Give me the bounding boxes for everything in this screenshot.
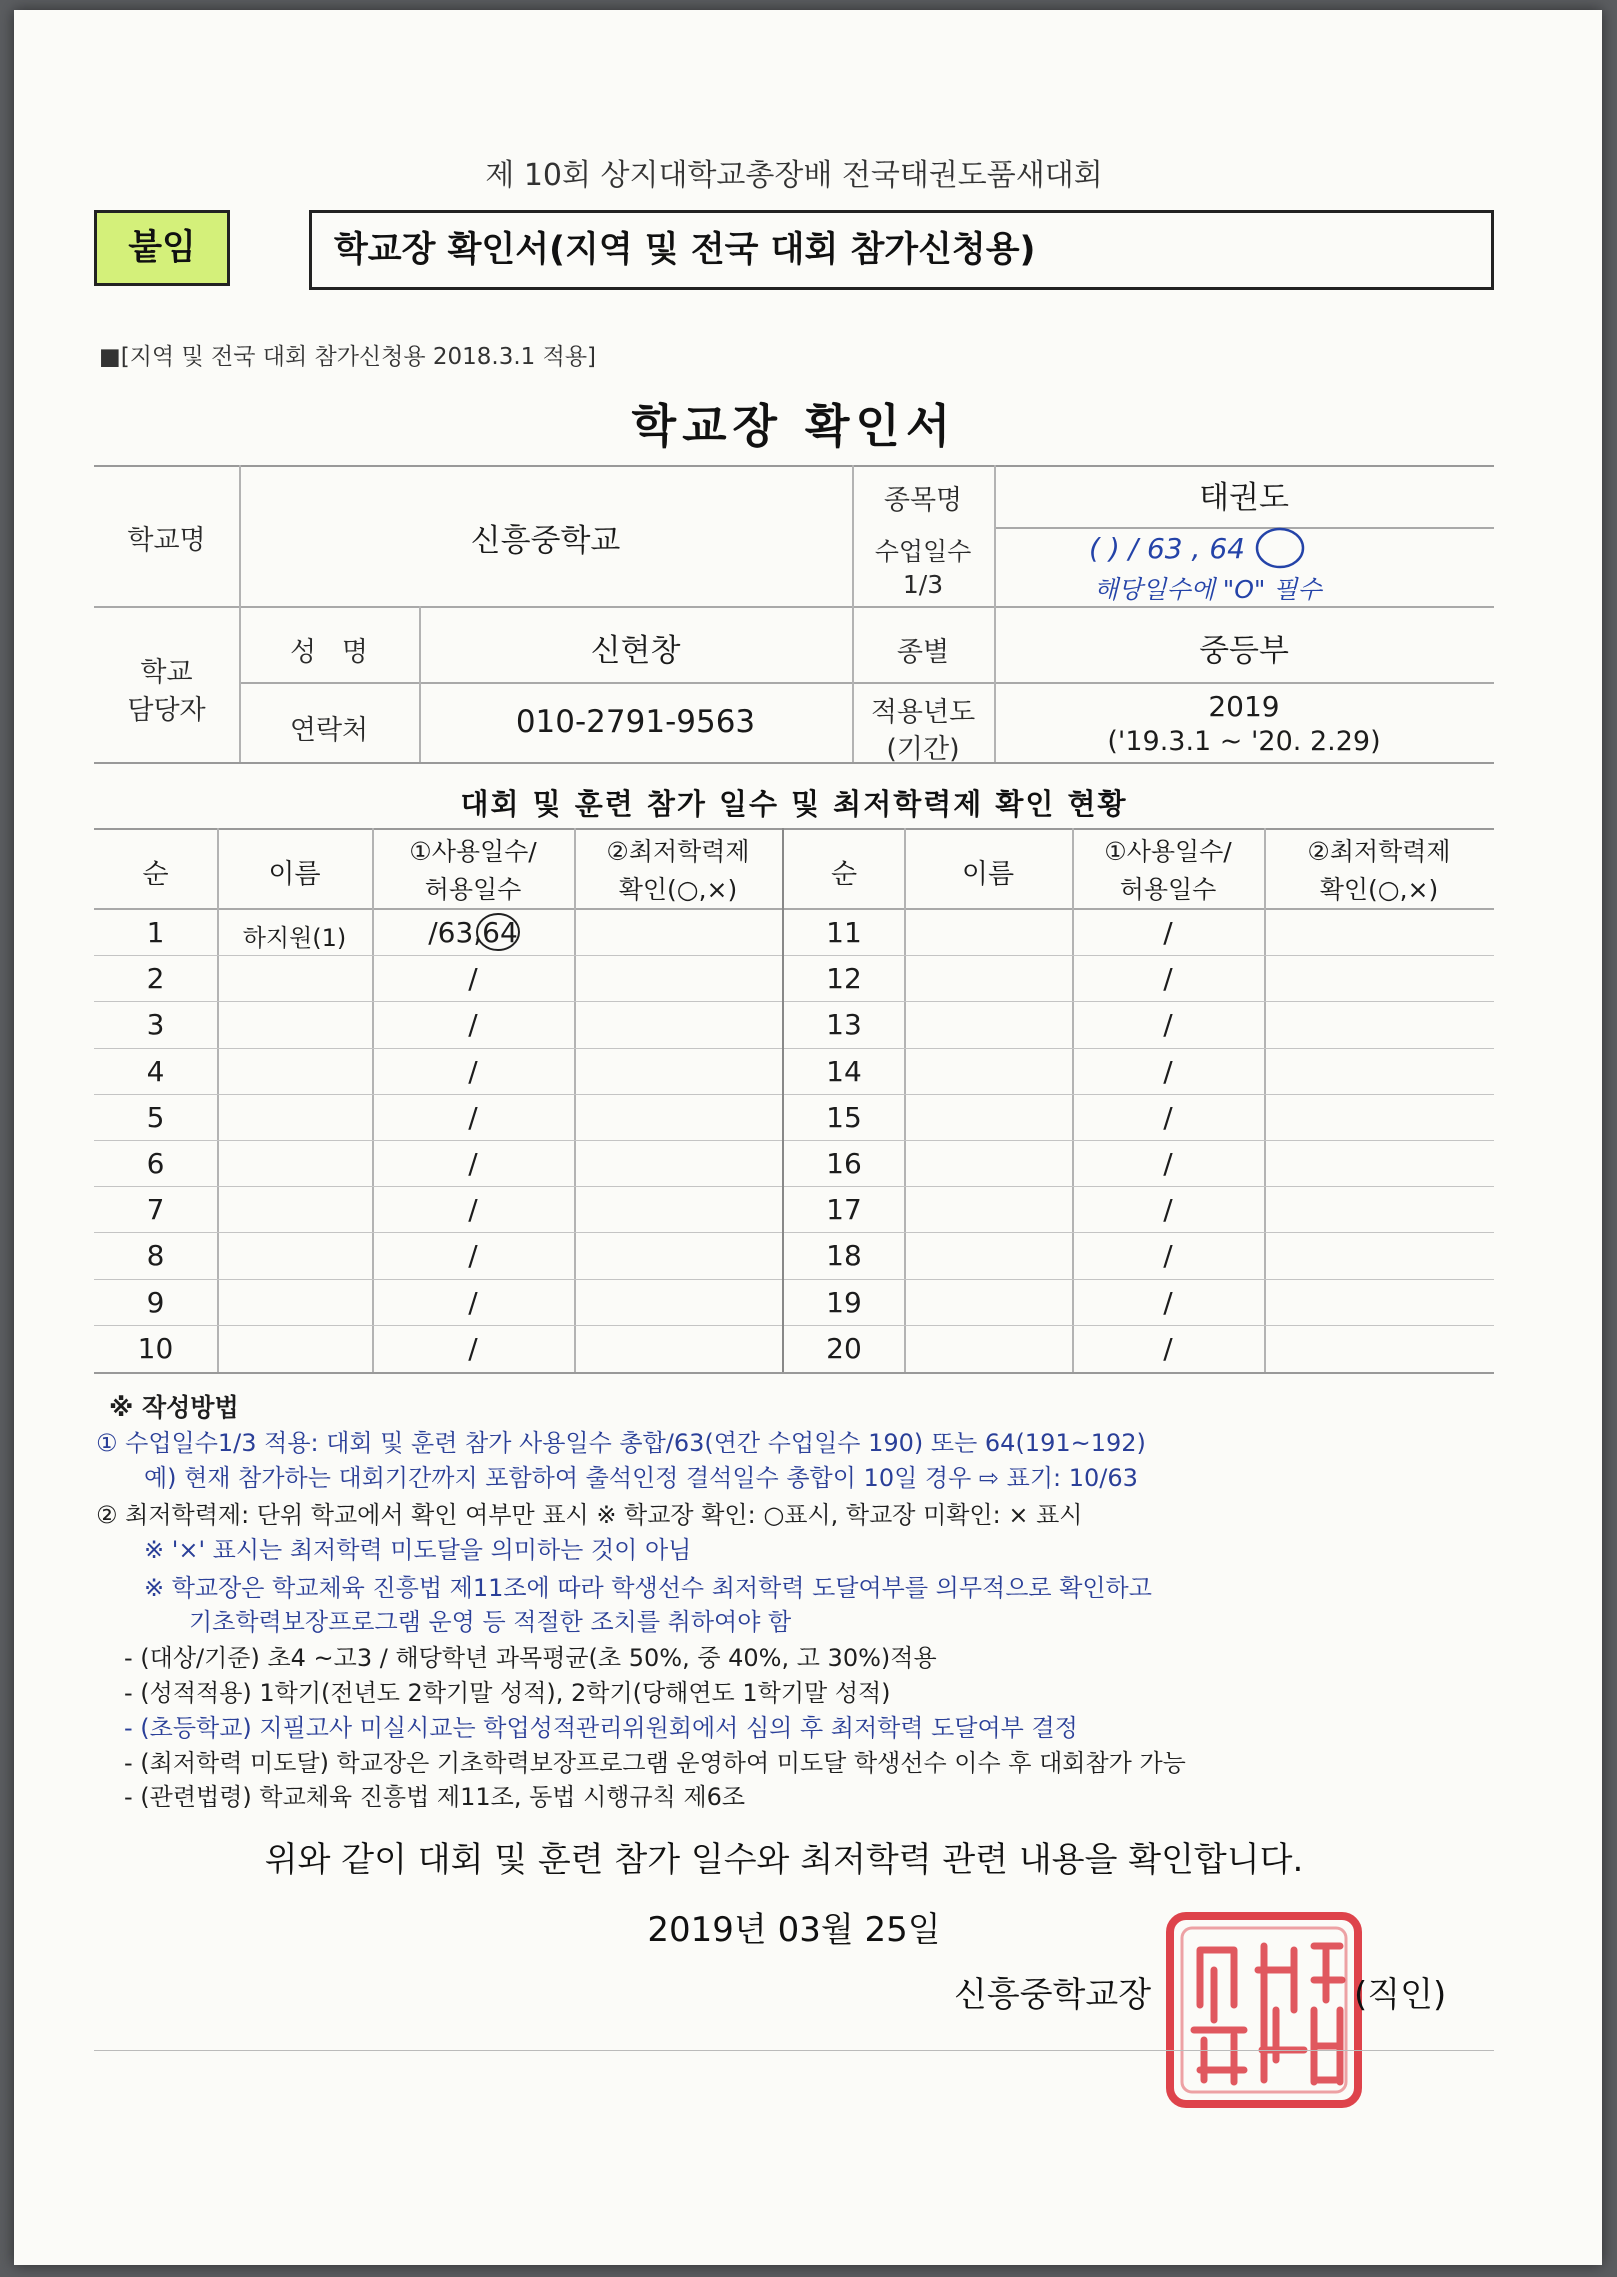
- row-rule: [784, 1001, 1494, 1002]
- circled-63-row-mark: [474, 910, 522, 954]
- instruction-line: - (관련법령) 학교체육 진흥법 제11조, 동법 시행규칙 제6조: [124, 1783, 746, 1811]
- event-label: 종목명: [883, 485, 963, 516]
- year-label-2: (기간): [886, 734, 960, 765]
- row-number: 3: [146, 1008, 165, 1042]
- circled-63-mark: [1254, 525, 1306, 571]
- col-divider: [217, 828, 219, 1372]
- instruction-line: 예) 현재 참가하는 대회기간까지 포함하여 출석인정 결석일수 총합이 10일 경우 ⇨ 표기: 10/63: [144, 1464, 1138, 1492]
- contact-value: 010-2791-9563: [515, 704, 756, 740]
- row-days: /: [468, 1285, 478, 1319]
- header-days-2: 허용일수: [424, 875, 522, 904]
- row-number: 7: [146, 1193, 165, 1227]
- row-number: 4: [146, 1054, 165, 1088]
- row-number: 19: [826, 1285, 862, 1319]
- row-number: 8: [146, 1239, 165, 1273]
- row-days: /: [468, 1239, 478, 1273]
- school-name-label: 학교명: [127, 525, 206, 556]
- row-number: 6: [146, 1147, 165, 1180]
- row-days: /: [1163, 1193, 1173, 1227]
- category-value: 중등부: [1199, 633, 1289, 669]
- row-rule: [94, 1279, 782, 1280]
- row-number: 9: [146, 1285, 165, 1319]
- attachment-tag: [94, 210, 230, 286]
- event-value: 태권도: [1199, 480, 1289, 516]
- section-title: 대회 및 훈련 참가 일수 및 최저학력제 확인 현황: [460, 787, 1128, 821]
- col-divider: [904, 828, 906, 1372]
- row-days: /: [468, 1054, 478, 1088]
- header-days: ①사용일수/: [409, 837, 537, 866]
- header-min-academic-2: 확인(○,×): [618, 875, 738, 904]
- school-name-value: 신흥중학교: [470, 523, 621, 559]
- row-days: /: [1163, 1147, 1173, 1180]
- instruction-line: ① 수업일수1/3 적용: 대회 및 훈련 참가 사용일수 총합/63(연간 수업일수 190) 또는 64(191~192): [96, 1429, 1146, 1457]
- row-days: /: [1163, 1100, 1173, 1134]
- row-days: /: [468, 1147, 478, 1180]
- row-days: /: [468, 1008, 478, 1042]
- manager-label-2: 담당자: [127, 695, 206, 726]
- contact-label: 연락처: [289, 715, 369, 746]
- row-days: /: [1163, 1239, 1173, 1273]
- row-rule: [784, 1232, 1494, 1233]
- instruction-line: - (최저학력 미도달) 학교장은 기초학력보장프로그램 운영하여 미도달 학생선수 이수 후 대회참가 가능: [124, 1749, 1186, 1777]
- row-rule: [94, 1140, 782, 1141]
- document-page: [14, 10, 1602, 2265]
- row-rule: [784, 1279, 1494, 1280]
- header-min-academic-2: 확인(○,×): [1319, 875, 1439, 904]
- instruction-line: ※ '×' 표시는 최저학력 미도달을 의미하는 것이 아님: [144, 1536, 692, 1564]
- form-note: ■[지역 및 전국 대회 참가신청용 2018.3.1 적용]: [99, 344, 597, 370]
- row-number: 11: [826, 916, 862, 949]
- table-top-rule: [94, 828, 1494, 830]
- info-top-rule: [94, 465, 1494, 467]
- row-rule: [94, 1232, 782, 1233]
- row-days: /: [468, 1331, 478, 1365]
- manager-label: 학교: [140, 657, 193, 688]
- table-bottom-rule: [94, 1372, 1494, 1374]
- col-divider: [1264, 828, 1266, 1372]
- row-days: /63,64: [428, 916, 518, 949]
- row-number: 17: [826, 1193, 862, 1227]
- row-number: 1: [146, 916, 165, 949]
- row-rule: [94, 1325, 782, 1326]
- event-title: 제 10회 상지대학교총장배 전국태권도품새대회: [485, 158, 1103, 193]
- info-rule: [94, 606, 1494, 608]
- header-name: 이름: [268, 859, 321, 890]
- row-rule: [784, 1140, 1494, 1141]
- col-divider: [574, 828, 576, 1372]
- row-rule: [94, 1001, 782, 1002]
- row-number: 12: [826, 962, 862, 996]
- name-label: 성 명: [290, 637, 368, 668]
- info-bottom-rule: [94, 762, 1494, 764]
- row-number: 2: [146, 962, 165, 996]
- period-value: ('19.3.1 ~ '20. 2.29): [1107, 726, 1381, 757]
- row-rule: [784, 1325, 1494, 1326]
- row-name: 하지원(1): [242, 924, 347, 952]
- class-days-label: 수업일수: [874, 537, 972, 566]
- banner-title: 학교장 확인서(지역 및 전국 대회 참가신청용): [334, 230, 1036, 270]
- row-number: 16: [826, 1147, 862, 1180]
- footer-rule: [94, 2050, 1494, 2051]
- table-header-rule: [94, 908, 1494, 910]
- confirmation-statement: 위와 같이 대회 및 훈련 참가 일수와 최저학력 관련 내용을 확인합니다.: [264, 1840, 1304, 1880]
- row-days: /: [1163, 916, 1173, 949]
- header-no: 순: [830, 859, 858, 890]
- row-rule: [784, 1186, 1494, 1187]
- instruction-line: 기초학력보장프로그램 운영 등 적절한 조치를 취하여야 함: [189, 1608, 792, 1636]
- header-name: 이름: [961, 859, 1015, 890]
- attachment-tag-label: 붙임: [128, 228, 196, 268]
- row-days: /: [1163, 1008, 1173, 1042]
- row-days: /: [468, 962, 478, 996]
- document-title: 학교장 확인서: [631, 399, 957, 453]
- header-no: 순: [142, 859, 169, 890]
- row-rule: [94, 1094, 782, 1095]
- header-min-academic: ②최저학력제: [606, 837, 750, 866]
- row-rule: [94, 1048, 782, 1049]
- row-days: /: [1163, 962, 1173, 996]
- instruction-line: - (성적적용) 1학기(전년도 2학기말 성적), 2학기(당해연도 1학기말 성적): [124, 1679, 891, 1707]
- row-days: /: [1163, 1054, 1173, 1088]
- row-rule: [784, 1048, 1494, 1049]
- class-days-note: 해당일수에 "O" 필수: [1094, 575, 1322, 604]
- row-number: 14: [826, 1054, 862, 1088]
- row-days: /: [468, 1100, 478, 1134]
- issue-date: 2019년 03월 25일: [647, 1910, 941, 1950]
- instruction-line: - (대상/기준) 초4 ~고3 / 해당학년 과목평균(초 50%, 중 40%, 고 30%)적용: [124, 1644, 937, 1672]
- row-rule: [784, 955, 1494, 956]
- instruction-line: ※ 학교장은 학교체육 진흥법 제11조에 따라 학생선수 최저학력 도달여부를 의무적으로 확인하고: [144, 1574, 1152, 1602]
- header-min-academic: ②최저학력제: [1307, 837, 1451, 866]
- seal-label: (직인): [1354, 1975, 1447, 2015]
- info-rule: [994, 527, 1494, 529]
- row-rule: [784, 1094, 1494, 1095]
- row-days: /: [468, 1193, 478, 1227]
- row-days: /: [1163, 1285, 1173, 1319]
- row-number: 10: [137, 1331, 174, 1365]
- manager-name-value: 신현창: [590, 633, 681, 669]
- class-days-fraction: 1/3: [902, 570, 944, 599]
- year-label: 적용년도: [870, 697, 976, 728]
- row-rule: [94, 1186, 782, 1187]
- row-number: 13: [826, 1008, 862, 1042]
- instruction-line: - (초등학교) 지필고사 미실시교는 학업성적관리위원회에서 심의 후 최저학력 도달여부 결정: [124, 1714, 1078, 1742]
- row-rule: [94, 955, 782, 956]
- principal-signature: 신흥중학교장: [954, 1975, 1152, 2015]
- row-number: 18: [826, 1239, 862, 1273]
- year-value: 2019: [1208, 690, 1280, 723]
- row-number: 15: [826, 1100, 862, 1134]
- class-days-value: ( ) / 63 , 64: [1089, 532, 1245, 565]
- row-days: /: [1163, 1331, 1173, 1365]
- category-label: 종별: [896, 637, 950, 668]
- school-seal: [1164, 1910, 1364, 2110]
- header-days-2: 허용일수: [1119, 875, 1217, 904]
- row-number: 5: [146, 1100, 165, 1134]
- banner-title-box: [309, 210, 1494, 290]
- row-number: 20: [826, 1331, 862, 1365]
- info-rule: [239, 682, 1494, 684]
- instruction-line: ② 최저학력제: 단위 학교에서 확인 여부만 표시 ※ 학교장 확인: ○표시, 학교장 미확인: × 표시: [96, 1501, 1083, 1529]
- instructions-heading: ※ 작성방법: [109, 1393, 239, 1422]
- header-days: ①사용일수/: [1104, 837, 1232, 866]
